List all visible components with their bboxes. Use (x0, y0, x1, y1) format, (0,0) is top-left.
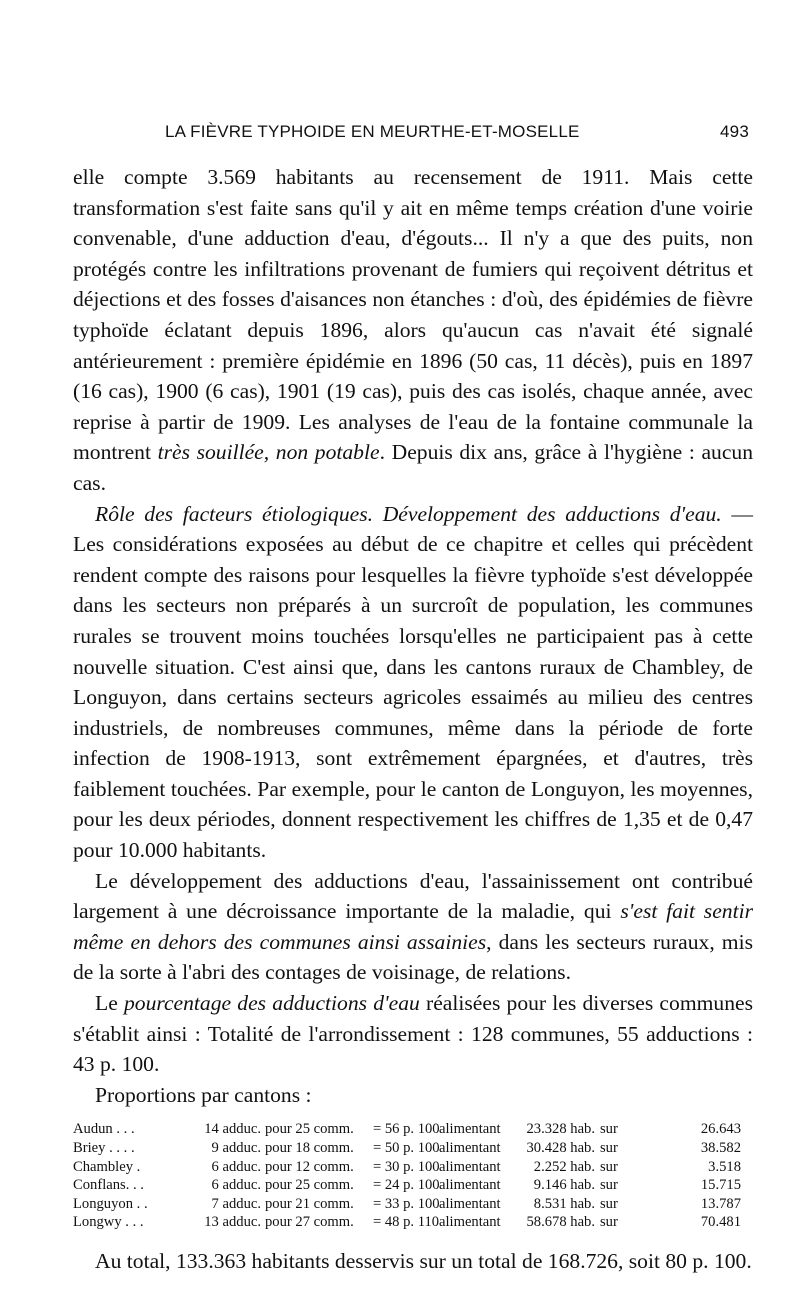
running-head (73, 118, 753, 148)
inhabitants-total: 3.518 (708, 1158, 741, 1175)
commune-count: pour 12 comm. (265, 1158, 354, 1175)
sur-label: sur (600, 1140, 618, 1156)
adduc-count: 6 adduc. (211, 1177, 261, 1194)
percentage: = 56 p. 100 (373, 1121, 440, 1138)
table-row (73, 1158, 753, 1177)
inhabitants-total: 15.715 (700, 1177, 741, 1194)
paragraph-1-text-a: elle compte 3.569 habitants au recensement de 1911. Mais cette transformation s'est faite sans qu'il y ait en même temps création d'une voirie convenable, d'une adduction d'eau, d'égouts... Il n'y a que des puits, non protégés contre les infiltrations provenant de fumiers qui reçoivent détritus et déjections et des fosses d'aisances non étanches : d'où, des épidémies de fièvre typhoïde éclatant depuis 1896, alors qu'aucun cas n'avait été signalé antérieurement : première épidémie en 1896 (50 cas, 11 décès), puis en 1897 (16 cas), 1900 (6 cas), 1901 (19 cas), puis des cas isolés, chaque année, avec reprise à partir de 1909. Les analyses de l'eau de la fontaine communale la montrent (73, 165, 753, 465)
paragraph-3-text-b: , dans les secteurs ruraux, mis de la sorte à l'abri des contages de voisinage, de relations. (73, 929, 753, 985)
paragraph-total (73, 1246, 753, 1277)
percentage: = 33 p. 100 (373, 1195, 440, 1212)
commune-count: pour 18 comm. (265, 1140, 354, 1156)
commune-count: pour 25 comm. (265, 1177, 354, 1194)
paragraph-5 (73, 1080, 753, 1111)
paragraph-2 (73, 499, 753, 866)
inhabitants-served: 23.328 hab. (526, 1121, 595, 1138)
alimentant-label: alimentant (439, 1140, 501, 1156)
adduc-count: 13 adduc. (204, 1214, 261, 1231)
cantons-intro: Proportions par cantons : (95, 1082, 312, 1107)
paragraph-1 (73, 162, 753, 499)
section-heading: Rôle des facteurs étiologiques. Développement des adductions d'eau. (95, 501, 722, 526)
canton-name: Conflans. . . (73, 1177, 144, 1194)
inhabitants-served: 30.428 hab. (526, 1140, 595, 1156)
alimentant-label: alimentant (439, 1158, 501, 1175)
paragraph-4-emphasis: pourcentage des adductions d'eau (123, 991, 420, 1016)
cantons-table (73, 1120, 753, 1232)
adduc-count: 14 adduc. (204, 1121, 261, 1138)
paragraph-4-text-a: Le (95, 991, 124, 1016)
commune-count: pour 27 comm. (265, 1214, 354, 1231)
paragraph-3 (73, 866, 753, 988)
canton-name: Longwy . . . (73, 1214, 144, 1231)
adduc-count: 7 adduc. (211, 1195, 261, 1212)
paragraph-3-emphasis: s'est fait sentir même en dehors des communes ainsi assainies (73, 899, 753, 954)
paragraph-1-emphasis: très souillée, non potable (157, 440, 380, 465)
inhabitants-total: 13.787 (700, 1195, 741, 1212)
table-row (73, 1139, 753, 1158)
page (73, 118, 753, 1277)
canton-name: Briey . . . . (73, 1140, 135, 1156)
alimentant-label: alimentant (439, 1195, 501, 1212)
commune-count: pour 25 comm. (265, 1121, 354, 1138)
inhabitants-served: 8.531 hab. (533, 1195, 595, 1212)
percentage: = 24 p. 100 (373, 1177, 440, 1194)
running-title: LA FIÈVRE TYPHOIDE EN MEURTHE-ET-MOSELLE (165, 122, 580, 141)
paragraph-3-text-a: Le développement des adductions d'eau, l'assainissement ont contribué largement à une décroissance importante de la maladie, qui (73, 868, 753, 924)
commune-count: pour 21 comm. (265, 1195, 354, 1212)
sur-label: sur (600, 1214, 618, 1231)
inhabitants-total: 70.481 (700, 1214, 741, 1231)
table-row (73, 1213, 753, 1232)
table-row (73, 1195, 753, 1214)
paragraph-1-text-b: . Depuis dix ans, grâce à l'hygiène : aucun cas. (73, 440, 754, 495)
percentage: = 30 p. 100 (373, 1158, 440, 1175)
table-row (73, 1120, 753, 1139)
page-number: 493 (720, 122, 749, 141)
canton-name: Chambley . (73, 1158, 141, 1175)
adduc-count: 6 adduc. (211, 1158, 261, 1175)
sur-label: sur (600, 1158, 618, 1175)
adduc-count: 9 adduc. (211, 1140, 261, 1156)
alimentant-label: alimentant (439, 1177, 501, 1194)
paragraph-4 (73, 988, 753, 1080)
sur-label: sur (600, 1121, 618, 1138)
alimentant-label: alimentant (439, 1214, 501, 1231)
alimentant-label: alimentant (439, 1121, 501, 1138)
inhabitants-served: 58.678 hab. (526, 1214, 595, 1231)
canton-name: Longuyon . . (73, 1195, 148, 1212)
inhabitants-total: 38.582 (700, 1140, 741, 1156)
table-row (73, 1176, 753, 1195)
percentage: = 50 p. 100 (373, 1140, 440, 1156)
inhabitants-served: 2.252 hab. (533, 1158, 595, 1175)
total-text: Au total, 133.363 habitants desservis sur un total de 168.726, soit 80 p. 100. (95, 1248, 752, 1273)
body-text (73, 162, 753, 1277)
percentage: = 48 p. 110 (373, 1214, 440, 1231)
paragraph-2-text: — Les considérations exposées au début de ce chapitre et celles qui précèdent rendent compte des raisons pour lesquelles la fièvre typhoïde s'est développée dans les secteurs non préparés à un surcroît de population, les communes rurales se trouvent moins touchées lorsqu'elles ne participaient pas à cette nouvelle situation. C'est ainsi que, dans les cantons ruraux de Chambley, de Longuyon, dans certains secteurs agricoles essaimés au milieu des centres industriels, de nombreuses communes, même dans la période de forte infection de 1908-1913, sont extrêmement épargnées, et d'autres, très faiblement touchées. Par exemple, pour le canton de Longuyon, les moyennes, pour les deux périodes, donnent respectivement les chiffres de 1,35 et de 0,47 pour 10.000 habitants. (73, 501, 753, 863)
inhabitants-served: 9.146 hab. (533, 1177, 595, 1194)
inhabitants-total: 26.643 (700, 1121, 741, 1138)
canton-name: Audun . . . (73, 1121, 135, 1138)
paragraph-4-text-b: réalisées pour les diverses communes s'établit ainsi : Totalité de l'arrondissement : 128 communes, 55 adductions : 43 p. 100. (73, 991, 753, 1077)
sur-label: sur (600, 1177, 618, 1194)
sur-label: sur (600, 1195, 618, 1212)
